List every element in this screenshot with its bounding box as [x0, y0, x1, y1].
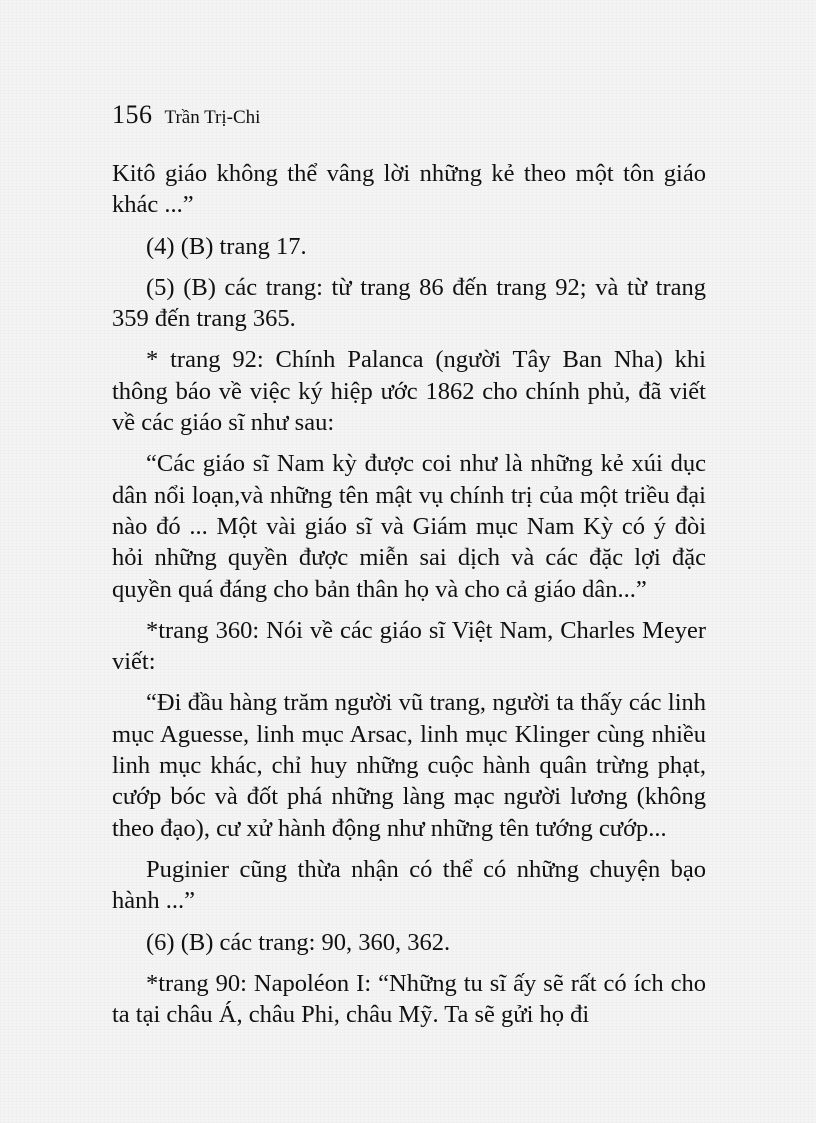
quote-puginier: Puginier cũng thừa nhận có thể có những chuyện bạo hành ...” [112, 855, 706, 915]
page-number: 156 [112, 100, 153, 129]
quote-palanca: “Các giáo sĩ Nam kỳ được coi như là những kẻ xúi dục dân nổi loạn,và những tên mật vụ chính trị của một triều đại nào đó ... Một vài giáo sĩ và Giám mục Nam Kỳ có ý đòi hỏi những quyền được miễn sai dịch và các đặc lợi đặc quyền quá đáng cho bản thân họ và cho cả giáo dân...” [112, 450, 706, 603]
quote-charles-meyer: “Đi đầu hàng trăm người vũ trang, người ta thấy các linh mục Aguesse, linh mục Arsac, linh mục Klinger cùng nhiều linh mục khác, chỉ huy những cuộc hành quân trừng phạt, cướp bóc và đốt phá những làng mạc người lương (không theo đạo), cư xử hành động như những tên tướng cướp... [112, 689, 706, 842]
running-title: Trần Trị-Chi [164, 107, 261, 128]
note-page-90: *trang 90: Napoléon I: “Những tu sĩ ấy sẽ rất có ích cho ta tại châu Á, châu Phi, châu Mỹ. Ta sẽ gửi họ đi [112, 969, 706, 1029]
note-page-360: *trang 360: Nói về các giáo sĩ Việt Nam, Charles Meyer viết: [112, 616, 706, 676]
body-text [112, 158, 706, 1038]
footnote-4: (4) (B) trang 17. [146, 232, 307, 260]
paragraph-continuation: Kitô giáo không thể vâng lời những kẻ theo một tôn giáo khác ...” [112, 160, 706, 219]
footnote-5: (5) (B) các trang: từ trang 86 đến trang 92; và từ trang 359 đến trang 365. [112, 273, 706, 333]
page-header [112, 100, 260, 130]
note-page-92: * trang 92: Chính Palanca (người Tây Ban Nha) khi thông báo về việc ký hiệp ước 1862 cho chính phủ, đã viết về các giáo sĩ như sau: [112, 346, 706, 437]
footnote-6: (6) (B) các trang: 90, 360, 362. [146, 928, 451, 956]
